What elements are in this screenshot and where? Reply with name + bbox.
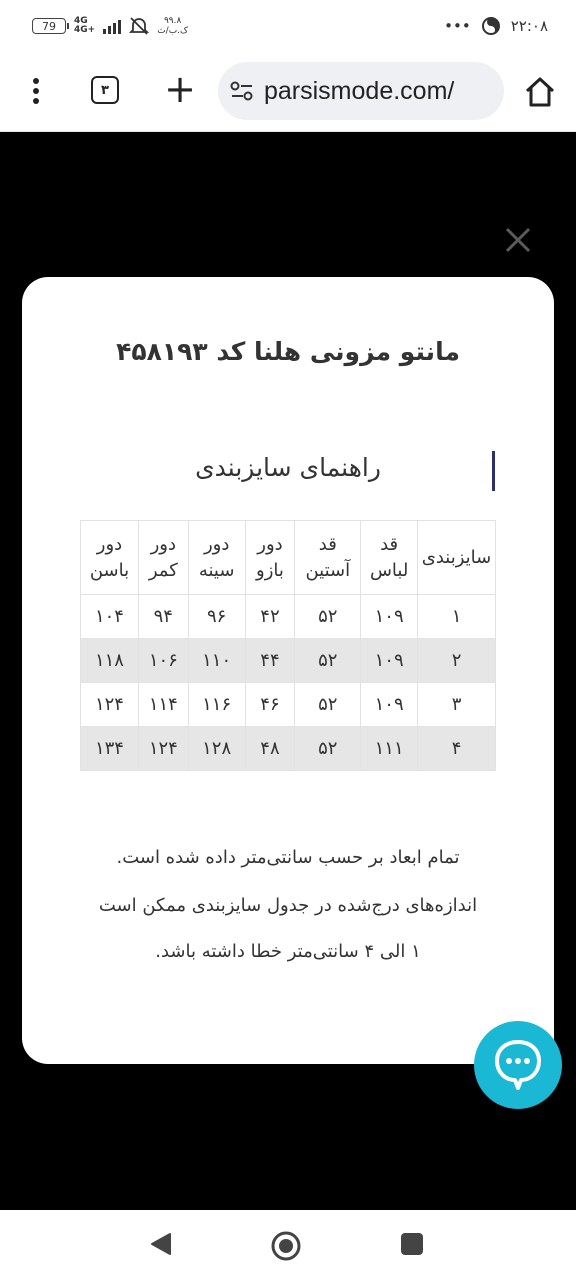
data-speed: ۹۹.۸ ک.ب/ث: [157, 16, 189, 36]
back-icon[interactable]: [150, 1232, 172, 1256]
table-cell: ۵۲: [295, 595, 361, 639]
home-icon[interactable]: [522, 74, 558, 110]
table-cell: ۵۲: [295, 683, 361, 727]
table-row: [81, 595, 496, 639]
signal-icon: [103, 18, 121, 34]
clock: ۲۲:۰۸: [510, 17, 548, 35]
table-cell: ۵۲: [295, 639, 361, 683]
table-cell: ۱۰۶: [138, 639, 188, 683]
table-cell: ۴۴: [245, 639, 295, 683]
browser-toolbar: [0, 52, 576, 132]
table-cell: ۱۰۹: [361, 683, 418, 727]
system-nav-bar: [0, 1210, 576, 1280]
nav-home-icon[interactable]: [270, 1230, 302, 1262]
table-cell: ۴۲: [245, 595, 295, 639]
status-bar: [0, 0, 576, 52]
table-cell: ۱۳۴: [81, 727, 139, 771]
column-header: دور باسن: [81, 521, 139, 595]
table-cell: ۳: [418, 683, 496, 727]
size-table: [80, 520, 496, 771]
size-guide-modal: [22, 277, 554, 1064]
recent-apps-icon[interactable]: [401, 1233, 423, 1255]
column-header: دور کمر: [138, 521, 188, 595]
mute-icon: [129, 17, 149, 35]
table-cell: ۱۱۴: [138, 683, 188, 727]
column-header: دور بازو: [245, 521, 295, 595]
table-cell: ۱۱۶: [188, 683, 245, 727]
more-notifications-icon: •••: [444, 17, 471, 35]
chat-icon: [493, 1038, 543, 1092]
table-cell: ۱: [418, 595, 496, 639]
note-line: اندازه‌های درج‌شده در جدول سایزبندی ممکن است: [98, 895, 478, 916]
status-clock-area: [444, 16, 548, 36]
table-cell: ۹۶: [188, 595, 245, 639]
table-row: [81, 727, 496, 771]
column-header: قد لباس: [361, 521, 418, 595]
table-cell: ۴: [418, 727, 496, 771]
table-cell: ۱۱۸: [81, 639, 139, 683]
table-cell: ۴۸: [245, 727, 295, 771]
size-guide-title: راهنمای سایزبندی: [195, 453, 381, 482]
tab-switcher-button[interactable]: ۳: [91, 76, 119, 104]
table-header-row: [81, 521, 496, 595]
address-bar[interactable]: [218, 62, 504, 120]
table-cell: ۱۱۱: [361, 727, 418, 771]
close-icon[interactable]: [500, 222, 536, 258]
column-header: دور سینه: [188, 521, 245, 595]
table-cell: ۲: [418, 639, 496, 683]
network-type: 4G 4G+: [74, 16, 96, 35]
table-cell: ۱۰۹: [361, 595, 418, 639]
table-cell: ۹۴: [138, 595, 188, 639]
battery-icon: [32, 18, 66, 34]
table-cell: ۱۰۹: [361, 639, 418, 683]
column-header: سایزبندی: [418, 521, 496, 595]
battery-level: 79: [42, 19, 56, 33]
chat-button[interactable]: [474, 1021, 562, 1109]
table-row: [81, 683, 496, 727]
table-cell: ۱۱۰: [188, 639, 245, 683]
menu-icon[interactable]: [24, 74, 48, 108]
table-row: [81, 639, 496, 683]
note-line: تمام ابعاد بر حسب سانتی‌متر داده شده است.: [116, 847, 460, 868]
url-text[interactable]: parsismode.com/: [264, 76, 455, 105]
note-line: ۱ الی ۴ سانتی‌متر خطا داشته باشد.: [155, 941, 421, 962]
table-cell: ۱۰۴: [81, 595, 139, 639]
app-notification-icon: [481, 16, 501, 36]
column-header: قد آستین: [295, 521, 361, 595]
table-cell: ۴۶: [245, 683, 295, 727]
status-indicators: [32, 16, 188, 36]
table-cell: ۵۲: [295, 727, 361, 771]
site-settings-icon[interactable]: [230, 81, 254, 101]
product-title: مانتو مزونی هلنا کد ۴۵۸۱۹۳: [116, 337, 460, 366]
table-cell: ۱۲۴: [138, 727, 188, 771]
new-tab-button[interactable]: +: [164, 67, 196, 111]
table-cell: ۱۲۸: [188, 727, 245, 771]
table-cell: ۱۲۴: [81, 683, 139, 727]
